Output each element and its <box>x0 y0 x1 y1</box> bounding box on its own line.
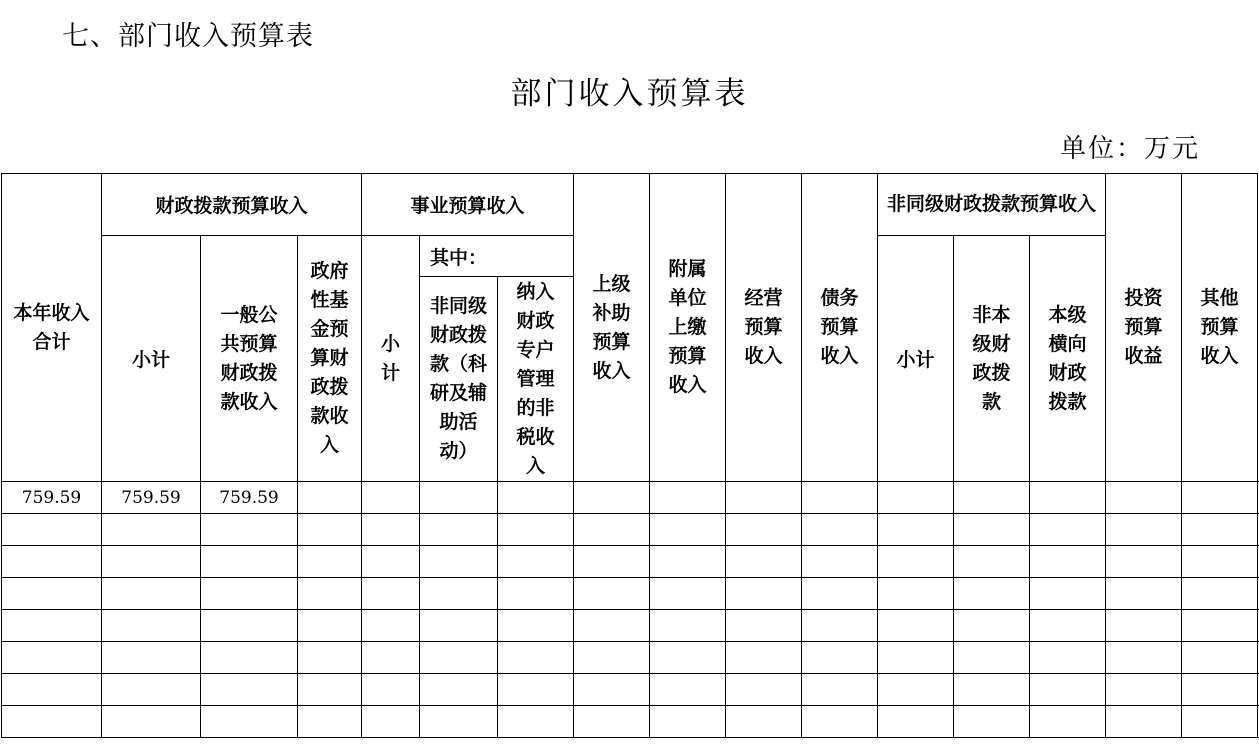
table-cell <box>1030 514 1106 546</box>
header-fiscal-subtotal: 小计 <box>102 236 201 482</box>
table-cell <box>201 578 298 610</box>
table-cell <box>802 482 878 514</box>
table-cell <box>2 642 102 674</box>
table-cell <box>1106 642 1182 674</box>
table-cell <box>420 610 498 642</box>
table-cell <box>954 578 1030 610</box>
table-cell <box>574 514 650 546</box>
table-row <box>2 514 1259 546</box>
table-cell <box>802 578 878 610</box>
table-cell <box>878 514 954 546</box>
table-cell <box>650 674 726 706</box>
header-career-among: 其中： <box>420 236 574 277</box>
table-cell <box>1182 706 1258 738</box>
table-cell <box>1182 610 1258 642</box>
table-row <box>2 642 1259 674</box>
table-cell: 759.59 <box>2 482 102 514</box>
header-operating: 经营预算收入 <box>726 174 802 482</box>
table-cell <box>498 578 574 610</box>
header-non-same-subtotal: 小计 <box>878 236 954 482</box>
header-non-same-group: 非同级财政拨款预算收入 <box>878 174 1106 236</box>
table-cell <box>954 514 1030 546</box>
table-row <box>2 578 1259 610</box>
table-cell <box>1182 514 1258 546</box>
table-cell <box>298 482 362 514</box>
table-cell <box>201 514 298 546</box>
table-cell <box>802 674 878 706</box>
table-cell <box>650 706 726 738</box>
table-cell <box>2 578 102 610</box>
table-cell <box>1030 642 1106 674</box>
table-cell <box>650 610 726 642</box>
header-superior-subsidy: 上级补助预算收入 <box>574 174 650 482</box>
table-cell <box>878 674 954 706</box>
table-cell <box>1030 706 1106 738</box>
table-cell <box>878 546 954 578</box>
table-cell <box>362 546 420 578</box>
table-cell <box>802 642 878 674</box>
table-cell <box>574 546 650 578</box>
table-cell <box>726 706 802 738</box>
table-cell <box>574 482 650 514</box>
table-cell <box>1106 674 1182 706</box>
table-cell <box>420 674 498 706</box>
table-cell <box>102 610 201 642</box>
table-cell: 759.59 <box>102 482 201 514</box>
table-cell <box>1182 642 1258 674</box>
table-cell <box>726 578 802 610</box>
table-cell <box>362 578 420 610</box>
table-cell <box>802 514 878 546</box>
table-cell <box>420 642 498 674</box>
table-cell <box>298 514 362 546</box>
table-cell <box>2 610 102 642</box>
table-cell <box>362 610 420 642</box>
table-cell <box>726 642 802 674</box>
table-cell <box>726 546 802 578</box>
table-cell <box>1182 482 1258 514</box>
table-cell <box>1030 546 1106 578</box>
table-cell <box>362 642 420 674</box>
table-cell <box>201 610 298 642</box>
table-cell <box>1030 578 1106 610</box>
table-cell <box>1030 610 1106 642</box>
table-cell <box>2 546 102 578</box>
table-cell <box>954 546 1030 578</box>
table-cell <box>954 674 1030 706</box>
table-cell <box>878 610 954 642</box>
table-cell <box>498 514 574 546</box>
table-cell <box>420 546 498 578</box>
table-cell <box>1106 610 1182 642</box>
table-cell <box>878 578 954 610</box>
table-header <box>2 174 1259 482</box>
header-non-same-horizontal: 本级横向财政拨款 <box>1030 236 1106 482</box>
table-cell <box>298 546 362 578</box>
table-cell <box>2 674 102 706</box>
table-cell <box>726 610 802 642</box>
table-cell <box>574 674 650 706</box>
table-cell <box>362 706 420 738</box>
table-cell <box>726 482 802 514</box>
table-cell <box>954 610 1030 642</box>
table-cell <box>102 578 201 610</box>
table-row <box>2 674 1259 706</box>
table-row <box>2 546 1259 578</box>
table-cell <box>420 578 498 610</box>
table-cell <box>726 674 802 706</box>
unit-label: 单位：万元 <box>1060 134 1201 164</box>
table-cell <box>878 706 954 738</box>
table-cell <box>420 482 498 514</box>
income-budget-table <box>1 173 1259 738</box>
table-cell <box>362 514 420 546</box>
header-other: 其他预算收入 <box>1182 174 1258 482</box>
table-cell <box>420 514 498 546</box>
table-cell <box>650 514 726 546</box>
table-cell <box>1106 482 1182 514</box>
header-fiscal-general: 一般公共预算财政拨款收入 <box>201 236 298 482</box>
table-cell <box>201 674 298 706</box>
section-heading: 七、部门收入预算表 <box>62 21 314 52</box>
header-debt: 债务预算收入 <box>802 174 878 482</box>
table-cell <box>878 482 954 514</box>
header-fiscal-gov-fund: 政府性基金预算财政拨款收入 <box>298 236 362 482</box>
header-career-non-same-level: 非同级财政拨款（科研及辅助活动） <box>420 277 498 482</box>
table-cell <box>1106 578 1182 610</box>
table-cell <box>2 706 102 738</box>
table-cell <box>298 578 362 610</box>
table-cell <box>201 706 298 738</box>
table-cell <box>1182 578 1258 610</box>
table-cell <box>650 482 726 514</box>
table-cell <box>298 642 362 674</box>
table-cell <box>574 610 650 642</box>
table-row <box>2 706 1259 738</box>
table-cell <box>298 610 362 642</box>
table-cell <box>954 706 1030 738</box>
header-total: 本年收入合计 <box>2 174 102 482</box>
table-cell <box>1030 674 1106 706</box>
table-row <box>2 482 1259 514</box>
table-cell <box>102 642 201 674</box>
table-cell <box>102 706 201 738</box>
table-cell <box>802 610 878 642</box>
table-cell <box>102 546 201 578</box>
table-cell <box>298 706 362 738</box>
header-career-subtotal: 小计 <box>362 236 420 482</box>
header-non-same-non-level: 非本级财政拨款 <box>954 236 1030 482</box>
table-row <box>2 610 1259 642</box>
table-cell <box>498 706 574 738</box>
table-cell <box>650 642 726 674</box>
table-cell <box>420 706 498 738</box>
header-career-special-account: 纳入财政专户管理的非税收入 <box>498 277 574 482</box>
table-cell <box>102 674 201 706</box>
table-cell <box>1106 706 1182 738</box>
table-cell <box>574 642 650 674</box>
table-cell <box>802 706 878 738</box>
table-cell <box>2 514 102 546</box>
table-cell <box>574 706 650 738</box>
table-cell <box>362 482 420 514</box>
table-cell <box>498 546 574 578</box>
table-cell <box>954 482 1030 514</box>
table-cell <box>726 514 802 546</box>
table-cell <box>954 642 1030 674</box>
table-cell <box>650 578 726 610</box>
table-cell <box>1030 482 1106 514</box>
table-cell <box>102 514 201 546</box>
table-cell <box>498 642 574 674</box>
table-cell <box>498 674 574 706</box>
table-cell <box>362 674 420 706</box>
table-cell <box>1182 674 1258 706</box>
table-cell <box>1182 546 1258 578</box>
table-body <box>2 482 1259 738</box>
table-cell <box>498 610 574 642</box>
table-cell <box>298 674 362 706</box>
table-cell <box>1106 514 1182 546</box>
table-cell <box>650 546 726 578</box>
header-career-group: 事业预算收入 <box>362 174 574 236</box>
table-cell <box>878 642 954 674</box>
table-cell <box>498 482 574 514</box>
header-fiscal-group: 财政拨款预算收入 <box>102 174 362 236</box>
table-cell <box>201 642 298 674</box>
table-cell <box>201 546 298 578</box>
table-cell <box>574 578 650 610</box>
table-cell <box>1106 546 1182 578</box>
table-cell: 759.59 <box>201 482 298 514</box>
header-investment: 投资预算收益 <box>1106 174 1182 482</box>
page-title: 部门收入预算表 <box>510 76 749 112</box>
table-cell <box>802 546 878 578</box>
header-affiliated-unit: 附属单位上缴预算收入 <box>650 174 726 482</box>
